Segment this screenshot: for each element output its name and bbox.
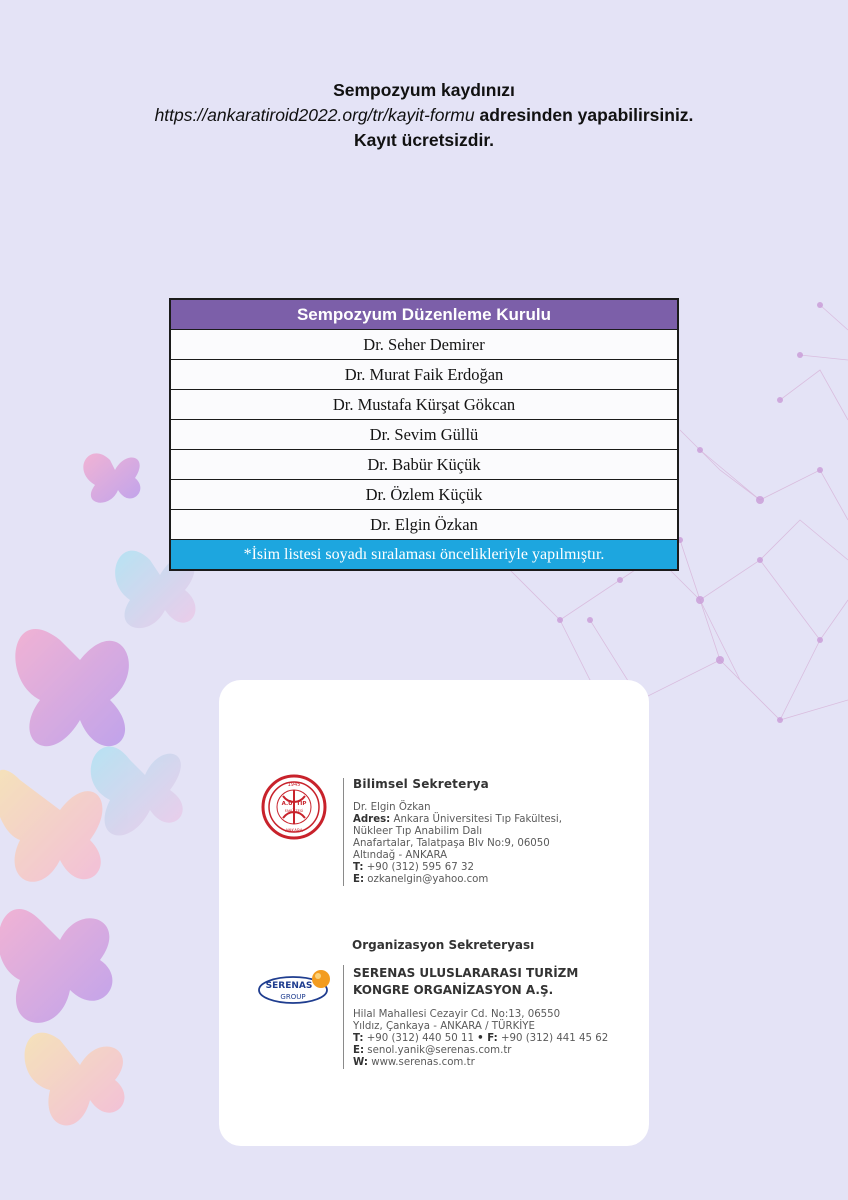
committee-member: Dr. Sevim Güllü [170, 420, 678, 450]
registration-line1: Sempozyum kaydınızı [333, 80, 515, 100]
logo1-year-text: 1945 [287, 782, 301, 788]
org-email[interactable]: senol.yanik@serenas.com.tr [364, 1045, 512, 1056]
organizing-committee-table [169, 298, 679, 571]
org-fax-label: F: [483, 1033, 498, 1044]
address-line: Ankara Üniversitesi Tıp Fakültesi, [390, 814, 562, 825]
committee-sort-note: *İsim listesi soyadı sıralaması öncelikleriyle yapılmıştır. [170, 540, 678, 571]
registration-free-note: Kayıt ücretsizdir. [353, 130, 495, 150]
email-label: E: [353, 874, 365, 885]
registration-header [0, 78, 848, 153]
serenas-group-logo [255, 966, 339, 1008]
committee-member: Dr. Babür Küçük [170, 450, 678, 480]
butterflies [0, 453, 195, 1125]
serenas-logo-subtext: GROUP [280, 993, 306, 1001]
org-separator: • [477, 1033, 484, 1044]
company-name-line2: KONGRE ORGANİZASYON A.Ş. [353, 983, 554, 997]
committee-title: Sempozyum Düzenleme Kurulu [170, 299, 678, 330]
org-email-label: E: [353, 1045, 365, 1056]
address-line: Altındağ - ANKARA [353, 850, 448, 861]
contact-card [219, 680, 649, 1146]
scientific-secretariat-block [343, 778, 562, 886]
org-website[interactable]: www.serenas.com.tr [368, 1057, 475, 1068]
registration-url-link[interactable]: https://ankaratiroid2022.org/tr/kayit-formu [154, 105, 475, 125]
ankara-medical-faculty-logo [261, 774, 327, 840]
scientific-email[interactable]: ozkanelgin@yahoo.com [364, 874, 489, 885]
organization-title: Organizasyon Sekreteryası [352, 938, 535, 952]
org-phone-label: T: [353, 1033, 364, 1044]
scientific-title: Bilimsel Sekreterya [353, 777, 489, 791]
scientific-name: Dr. Elgin Özkan [353, 802, 431, 813]
logo1-main-text: A.Ü. TIP [281, 801, 307, 807]
address-line: Nükleer Tıp Anabilim Dalı [353, 826, 483, 837]
org-fax: +90 (312) 441 45 62 [497, 1033, 609, 1044]
committee-member: Dr. Mustafa Kürşat Gökcan [170, 390, 678, 420]
org-address-line: Hilal Mahallesi Cezayir Cd. No:13, 06550 [353, 1009, 561, 1020]
scientific-phone: +90 (312) 595 67 32 [363, 862, 474, 873]
address-line: Anafartalar, Talatpaşa Blv No:9, 06050 [353, 838, 550, 849]
company-name-line1: SERENAS ULUSLARARASI TURİZM [353, 966, 579, 980]
committee-member: Dr. Seher Demirer [170, 330, 678, 360]
address-label: Adres: [353, 814, 391, 825]
logo1-sub-text: FAKÜLTESİ [284, 809, 304, 813]
registration-line2: adresinden yapabilirsiniz. [474, 105, 694, 125]
phone-label: T: [353, 862, 364, 873]
org-address-line: Yıldız, Çankaya - ANKARA / TÜRKİYE [353, 1021, 535, 1032]
organization-secretariat-block [343, 965, 608, 1069]
committee-member: Dr. Özlem Küçük [170, 480, 678, 510]
committee-member: Dr. Elgin Özkan [170, 510, 678, 540]
serenas-logo-text: SERENAS [265, 981, 313, 991]
logo1-city-text: ANKARA [285, 828, 303, 833]
org-phone: +90 (312) 440 50 11 [363, 1033, 478, 1044]
committee-member: Dr. Murat Faik Erdoğan [170, 360, 678, 390]
org-web-label: W: [353, 1057, 368, 1068]
